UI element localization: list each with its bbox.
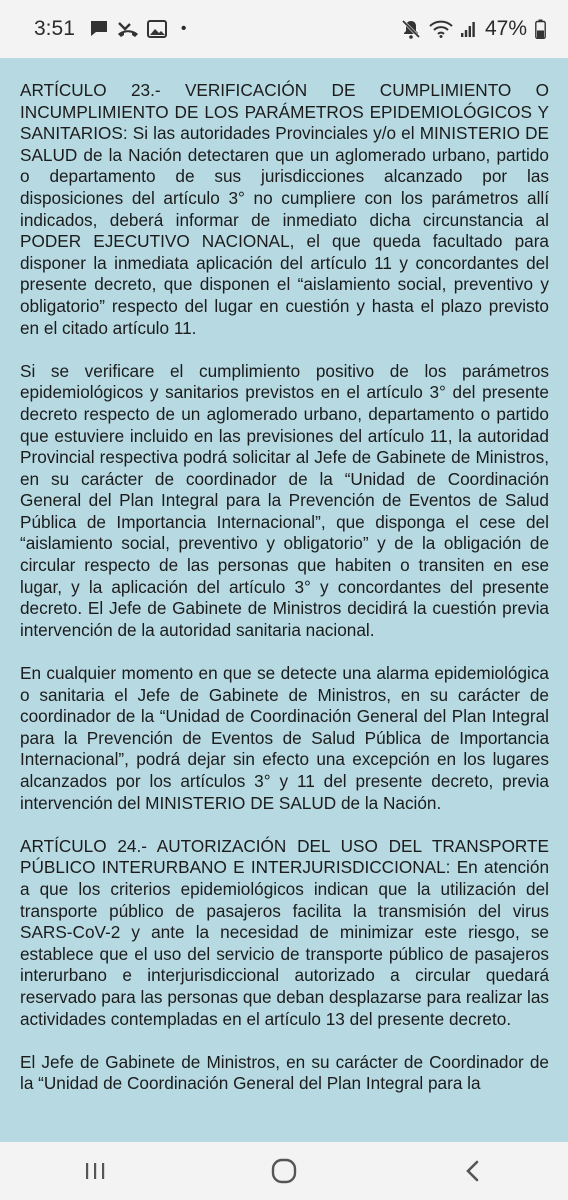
- gallery-icon: [147, 20, 167, 38]
- battery-percent: 47%: [484, 17, 527, 40]
- back-chevron-icon: [463, 1159, 483, 1183]
- message-icon: [89, 20, 109, 38]
- missed-call-icon: [117, 20, 139, 38]
- wifi-icon: [429, 20, 453, 38]
- back-button[interactable]: [433, 1151, 513, 1191]
- signal-icon: [461, 20, 475, 38]
- status-bar-right: [401, 17, 546, 41]
- recent-apps-icon: [83, 1161, 107, 1181]
- paragraph: El Jefe de Gabinete de Ministros, en su carácter de Coordinador de la “Unidad de Coordinación General del Plan Integral para la: [20, 1051, 549, 1094]
- mute-icon: [401, 19, 421, 39]
- home-icon: [270, 1157, 298, 1185]
- notification-dot: •: [180, 20, 187, 37]
- status-bar: [0, 0, 568, 58]
- paragraph: En cualquier momento en que se detecte una alarma epidemiológica o sanitaria el Jefe de Gabinete de Ministros, en su carácter de coordinador de la “Unidad de Coordinación General del Plan Integral para la Prevención de Eventos de Salud Pública de Importancia Internacional”, podrá dejar sin efecto una excepción en los lugares alcanzados por los artículos 3° y 11 del presente decreto, previa intervención del MINISTERIO DE SALUD de la Nación.: [20, 663, 549, 813]
- clock: 3:51: [34, 17, 75, 40]
- recent-apps-button[interactable]: [55, 1151, 135, 1191]
- navigation-bar: [0, 1142, 568, 1200]
- paragraph: Si se verificare el cumplimiento positivo de los parámetros epidemiológicos y sanitarios previstos en el artículo 3° del presente decreto respecto de un aglomerado urbano, departamento o partido que estuviere incluido en las previsiones del artículo 11, la autoridad Provincial respectiva podrá solicitar al Jefe de Gabinete de Ministros, en su carácter de coordinador de la “Unidad de Coordinación General del Plan Integral para la Prevención de Eventos de Salud Pública de Importancia Internacional”, que disponga el cese del “aislamiento social, preventivo y obligatorio” y de la obligación de circular respecto de las personas que habiten o transiten en ese lugar, y la aplicación del artículo 3° y concordantes del presente decreto. El Jefe de Gabinete de Ministros decidirá la cuestión previa intervención de la autoridad sanitaria nacional.: [20, 360, 549, 640]
- paragraph: ARTÍCULO 23.- VERIFICACIÓN DE CUMPLIMIENTO O INCUMPLIMIENTO DE LOS PARÁMETROS EPIDEMIOLÓGICOS Y SANITARIOS: Si las autoridades Provinciales y/o el MINISTERIO DE SALUD de la Nación detectaren que un aglomerado urbano, partido o departamento de sus jurisdicciones alcanzado por las disposiciones del artículo 3° no cumpliere con los parámetros allí indicados, deberá informar de inmediato dicha circunstancia al PODER EJECUTIVO NACIONAL, el que queda facultado para disponer la inmediata aplicación del artículo 11 y concordantes del presente decreto, que disponen el “aislamiento social, preventivo y obligatorio” respecto del lugar en cuestión y hasta el plazo previsto en el citado artículo 11.: [20, 80, 549, 338]
- battery-icon: [535, 19, 546, 39]
- paragraph: ARTÍCULO 24.- AUTORIZACIÓN DEL USO DEL TRANSPORTE PÚBLICO INTERURBANO E INTERJURISDICCIONAL: En atención a que los criterios epidemiológicos indican que la utilización del transporte público de pasajeros facilita la transmisión del virus SARS-CoV-2 y ante la necesidad de minimizar este riesgo, se establece que el uso del servicio de transporte público de pasajeros interurbano e interjurisdiccional autorizado a circular quedará reservado para las personas que deban desplazarse para realizar las actividades contempladas en el artículo 13 del presente decreto.: [20, 835, 549, 1029]
- home-button[interactable]: [244, 1151, 324, 1191]
- document-content[interactable]: [0, 58, 568, 1142]
- status-bar-left: [34, 17, 186, 41]
